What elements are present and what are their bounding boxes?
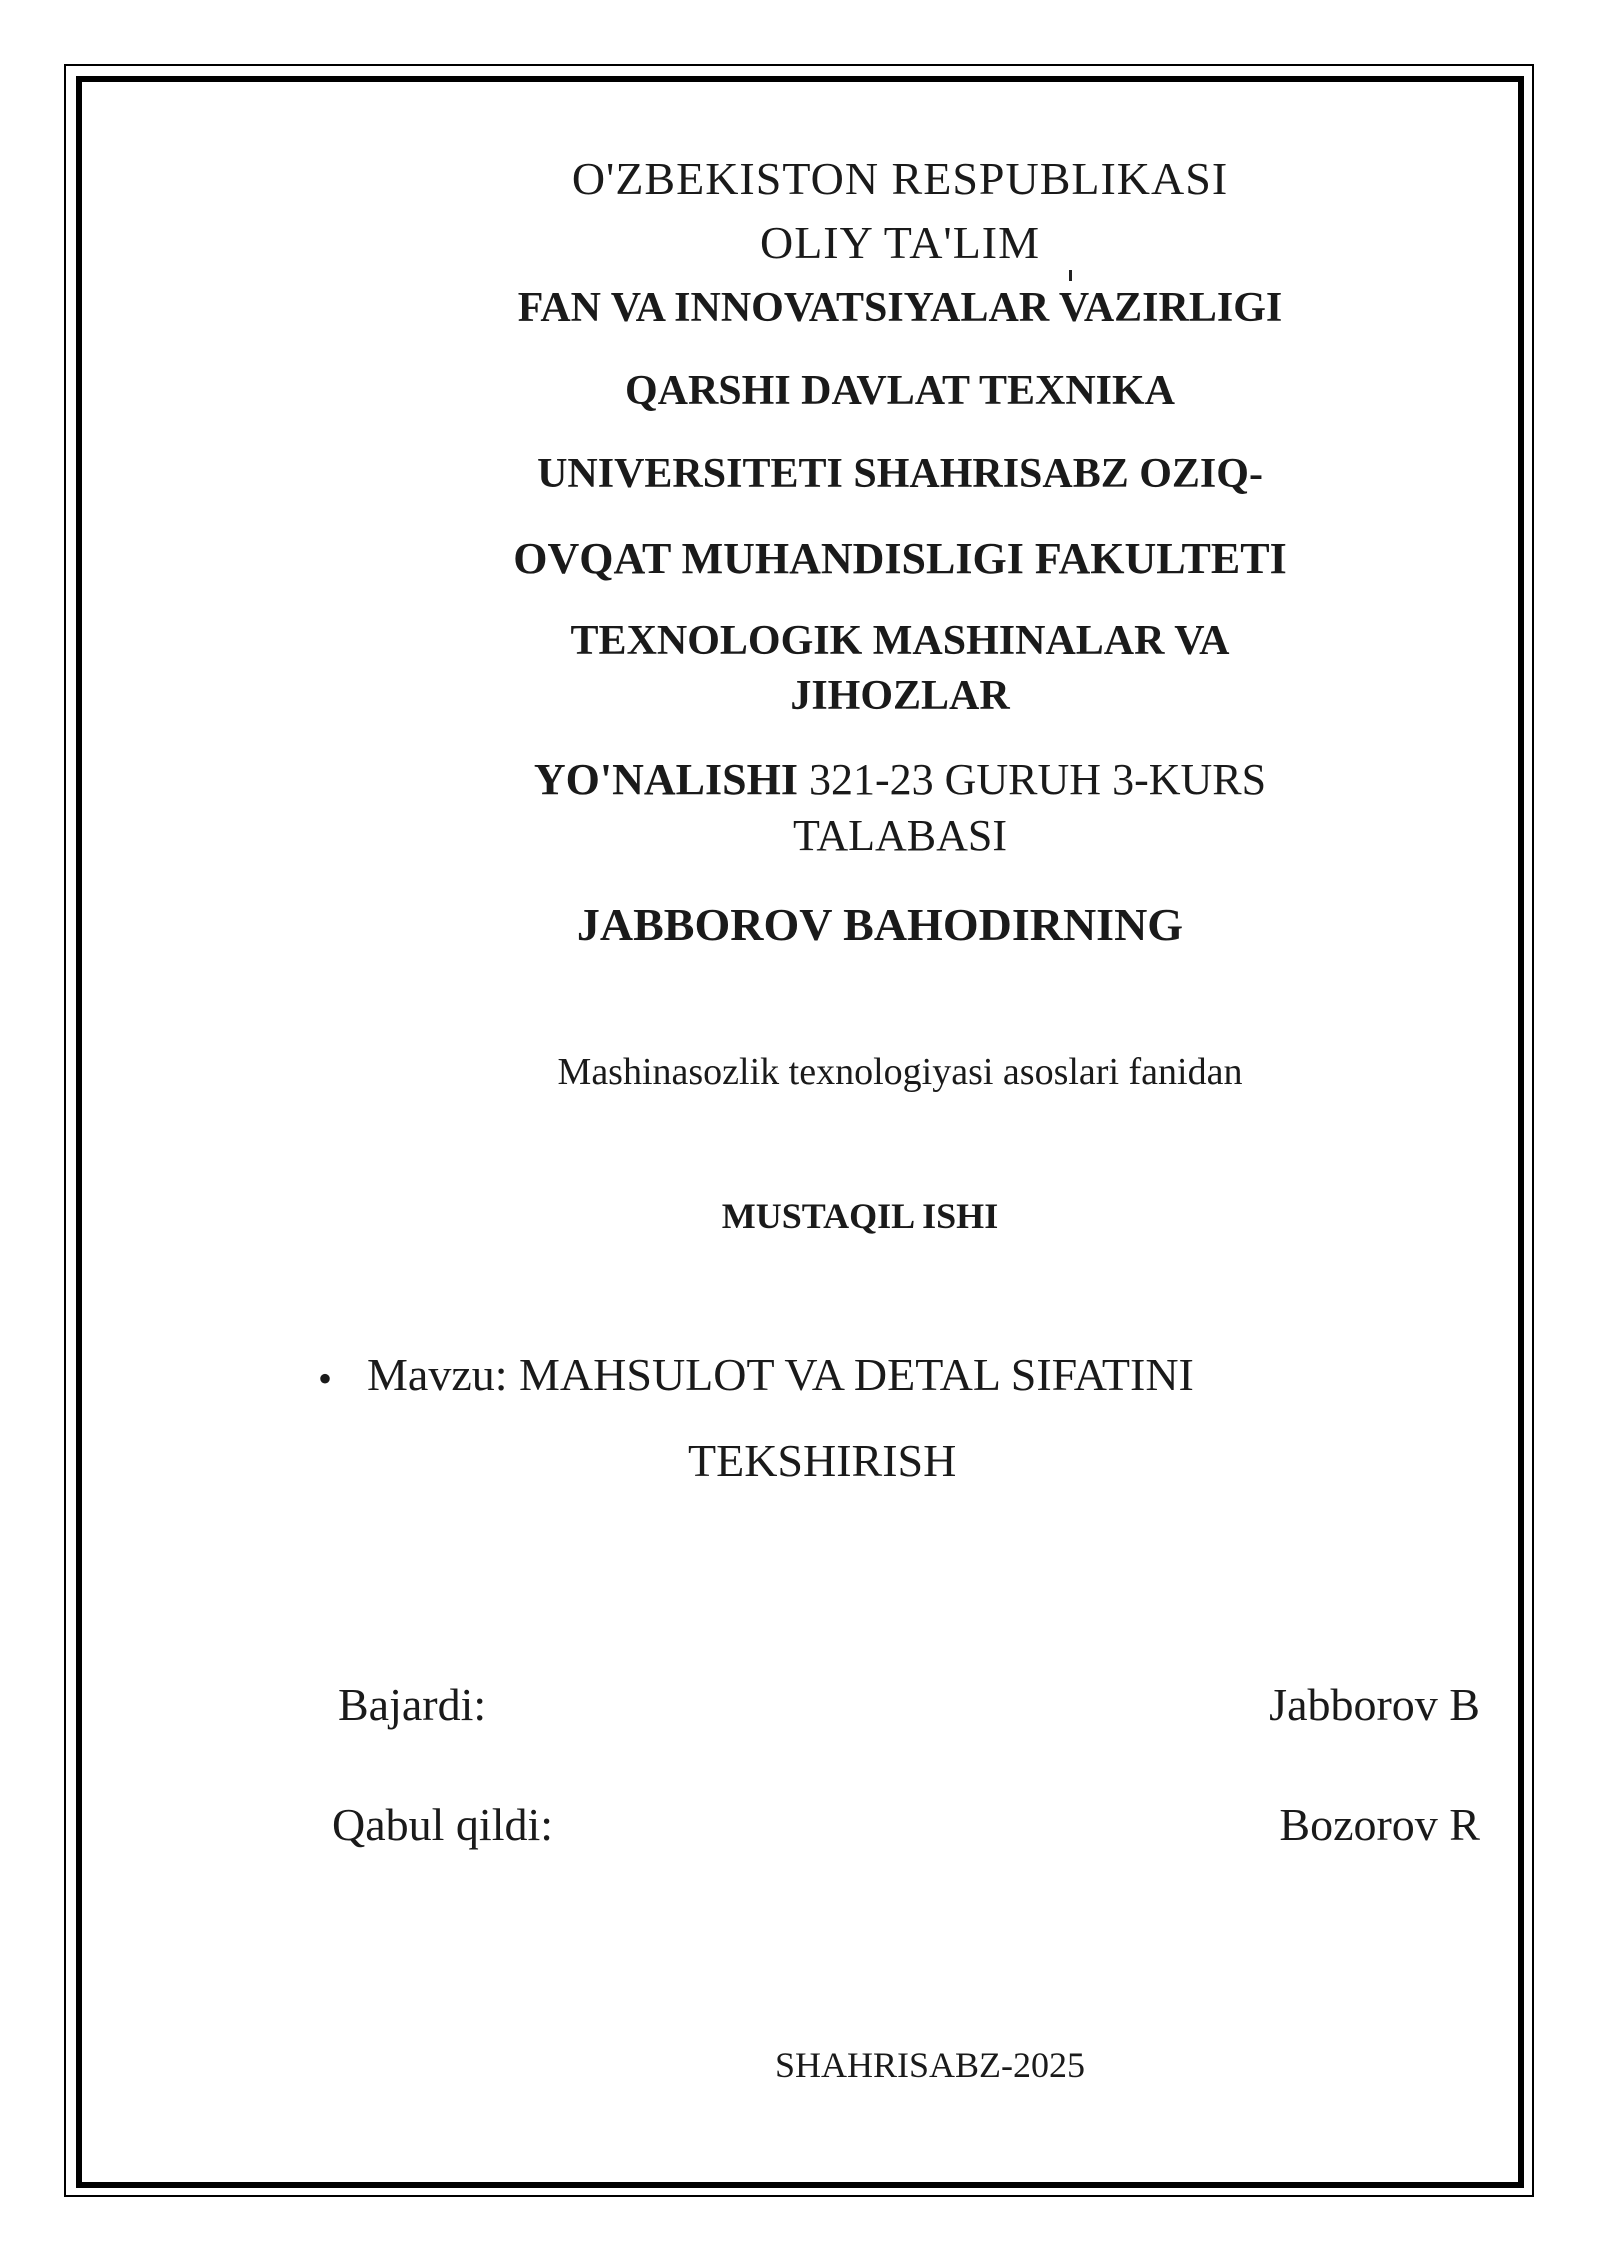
direction-line-1: TEXNOLOGIK MASHINALAR VA (570, 618, 1230, 664)
signature-row-accepted (332, 1798, 1480, 1851)
university-line-2: UNIVERSITETI SHAHRISABZ OZIQ- (537, 451, 1263, 497)
topic-line-2: TEKSHIRISH (688, 1435, 957, 1486)
ministry-line-1: O'ZBEKISTON RESPUBLIKASI (571, 153, 1229, 204)
stray-mark (1069, 270, 1072, 281)
work-type: MUSTAQIL ISHI (721, 1196, 999, 1236)
ministry-line-3: FAN VA INNOVATSIYALAR VAZIRLIGI (517, 285, 1283, 331)
signature-name-accepted: Bozorov R (1279, 1799, 1480, 1850)
group-info: 321-23 GURUH 3-KURS (797, 755, 1267, 804)
signature-label-performed: Bajardi: (338, 1679, 487, 1730)
student-label: TALABASI (792, 811, 1008, 860)
subject-line: Mashinasozlik texnologiyasi asoslari fanidan (557, 1051, 1243, 1093)
direction-label: YO'NALISHI (533, 755, 798, 804)
faculty-line: OVQAT MUHANDISLIGI FAKULTETI (513, 534, 1287, 583)
ministry-line-2: OLIY TA'LIM (759, 217, 1041, 268)
direction-group-line (440, 754, 1360, 805)
student-name: JABBOROV BAHODIRNING (576, 899, 1184, 950)
signature-name-performed: Jabborov B (1269, 1679, 1480, 1730)
footer-city-year: SHAHRISABZ-2025 (774, 2045, 1086, 2085)
university-line-1: QARSHI DAVLAT TEXNIKA (624, 368, 1176, 414)
signature-label-accepted: Qabul qildi: (332, 1799, 554, 1850)
direction-line-2: JIHOZLAR (790, 673, 1010, 719)
topic-line-1: Mavzu: MAHSULOT VA DETAL SIFATINI (367, 1349, 1194, 1400)
topic-bullet: • (318, 1356, 333, 1401)
signature-row-performed (338, 1678, 1480, 1731)
